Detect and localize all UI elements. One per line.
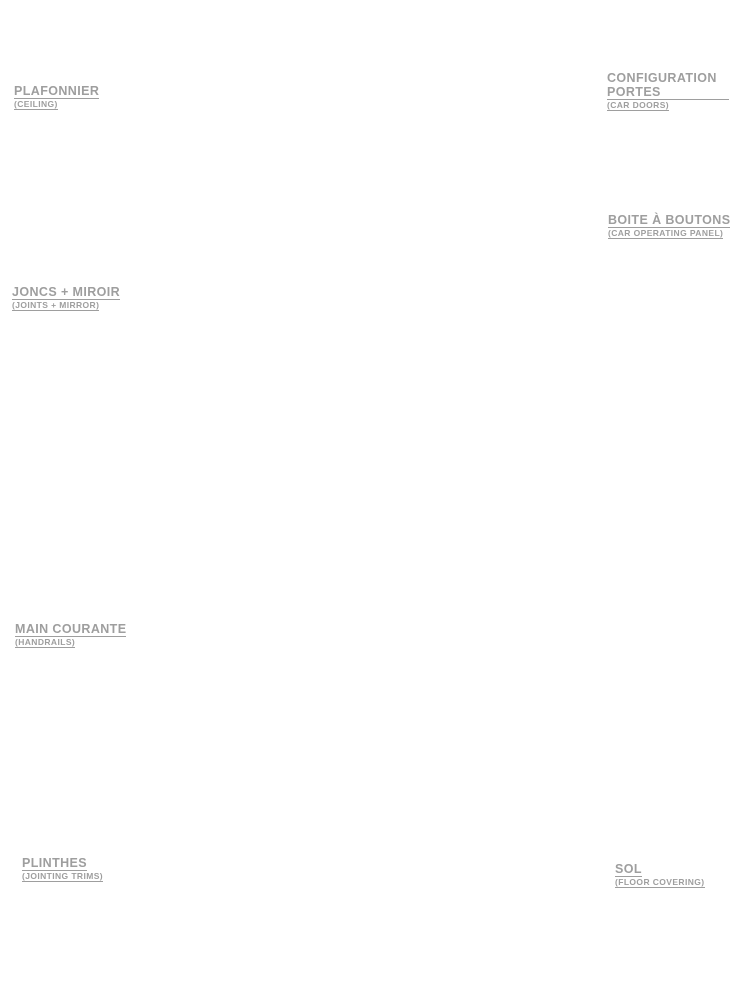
operating-panel-sublabel: (CAR OPERATING PANEL) [608,228,724,238]
operating-panel-link[interactable] [608,213,730,239]
handrails-sublabel: (HANDRAILS) [15,637,76,647]
jointing-trims-link[interactable] [22,856,103,882]
floor-label: SOL [615,862,642,876]
jointing-trims-sublabel: (JOINTING TRIMS) [22,871,104,881]
ceiling-label: PLAFONNIER [14,84,100,98]
handrails-link[interactable] [15,622,126,648]
car-doors-link[interactable] [607,71,729,111]
joints-mirror-sublabel: (JOINTS + MIRROR) [12,300,100,310]
operating-panel-label: BOITE À BOUTONS [608,213,731,227]
car-doors-label: CONFIGURATION PORTES [607,71,729,100]
jointing-trims-label: PLINTHES [22,856,88,870]
ceiling-sublabel: (CEILING) [14,99,58,109]
floor-sublabel: (FLOOR COVERING) [615,877,705,887]
car-doors-sublabel: (CAR DOORS) [607,100,670,110]
floor-link[interactable] [615,862,705,888]
handrails-label: MAIN COURANTE [15,622,127,636]
joints-mirror-label: JONCS + MIROIR [12,285,121,299]
ceiling-link[interactable] [14,84,99,110]
joints-mirror-link[interactable] [12,285,120,311]
